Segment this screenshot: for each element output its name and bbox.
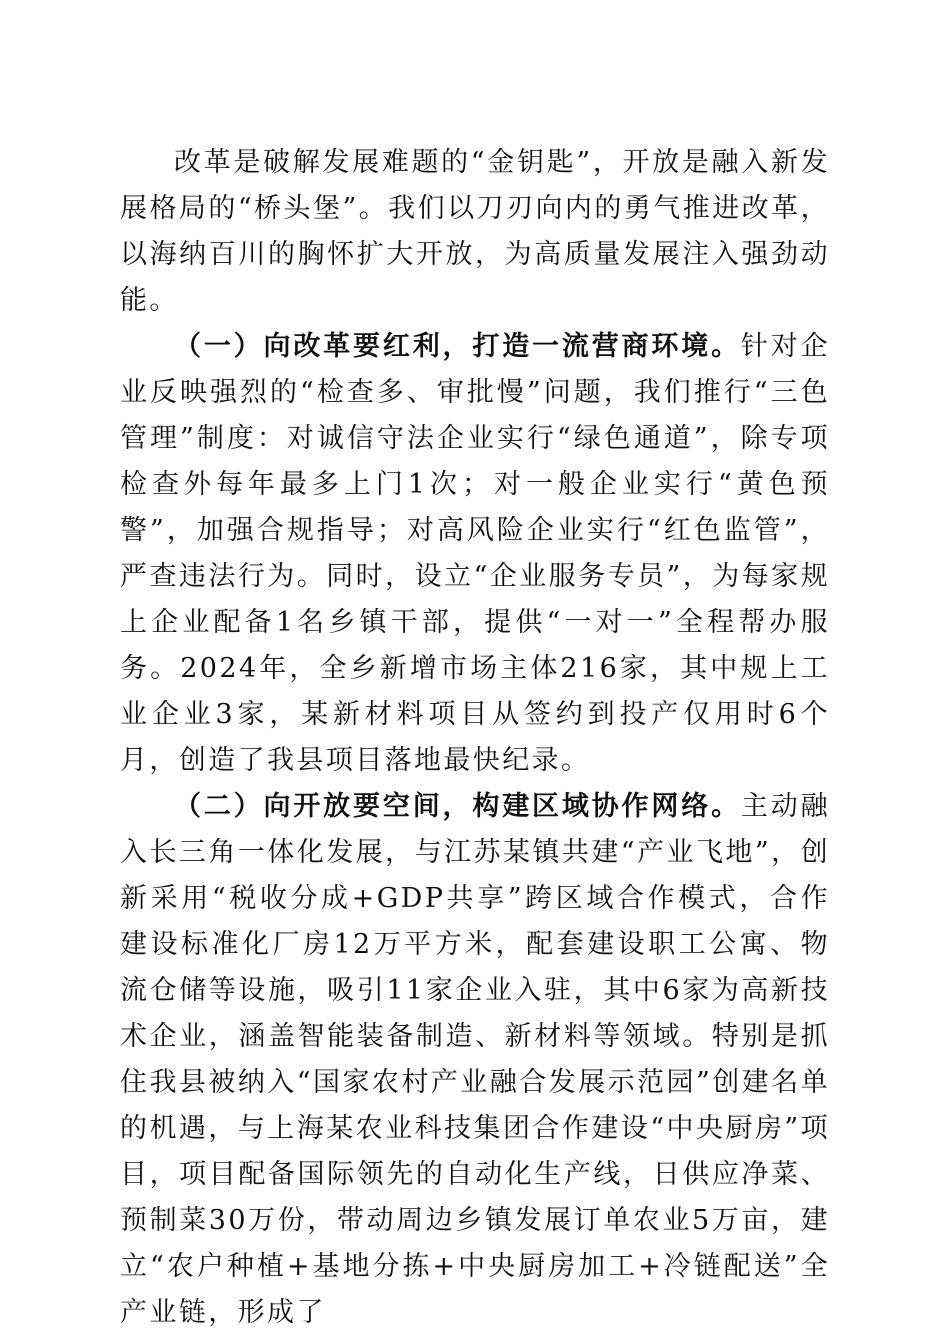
section-two-text: 主动融入长三角一体化发展，与江苏某镇共建“产业飞地”，创新采用“税收分成+GDP共享”跨区域合作模式，合作建设标准化厂房12万平方米，配套建设职工公寓、物流仓储等设施，吸引11家企业入驻，其中6家为高新技术企业，涵盖智能装备制造、新材料等领域。特别是抓住我县被纳入“国家农村产业融合发展示范园”创建名单的机遇，与上海某农业科技集团合作建设“中央厨房”项目，项目配备国际领先的自动化生产线，日供应净菜、预制菜30万份，带动周边乡镇发展订单农业5万亩，建立“农户种植+基地分拣+中央厨房加工+冷链配送”全产业链，形成了 <box>120 791 830 1328</box>
section-one-heading: （一）向改革要红利，打造一流营商环境。 <box>174 331 741 362</box>
section-one-paragraph <box>120 324 830 784</box>
section-two-heading: （二）向开放要空间，构建区域协作网络。 <box>174 791 741 822</box>
intro-paragraph <box>120 140 830 324</box>
section-two-paragraph <box>120 784 830 1336</box>
intro-paragraph-text: 改革是破解发展难题的“金钥匙”，开放是融入新发展格局的“桥头堡”。我们以刀刃向内的勇气推进改革，以海纳百川的胸怀扩大开放，为高质量发展注入强劲动能。 <box>120 147 830 316</box>
section-one-text: 针对企业反映强烈的“检查多、审批慢”问题，我们推行“三色管理”制度：对诚信守法企业实行“绿色通道”，除专项检查外每年最多上门1次；对一般企业实行“黄色预警”，加强合规指导；对高风险企业实行“红色监管”，严查违法行为。同时，设立“企业服务专员”，为每家规上企业配备1名乡镇干部，提供“一对一”全程帮办服务。2024年，全乡新增市场主体216家，其中规上工业企业3家，某新材料项目从签约到投产仅用时6个月，创造了我县项目落地最快纪录。 <box>120 331 830 776</box>
document-body <box>120 140 830 1336</box>
